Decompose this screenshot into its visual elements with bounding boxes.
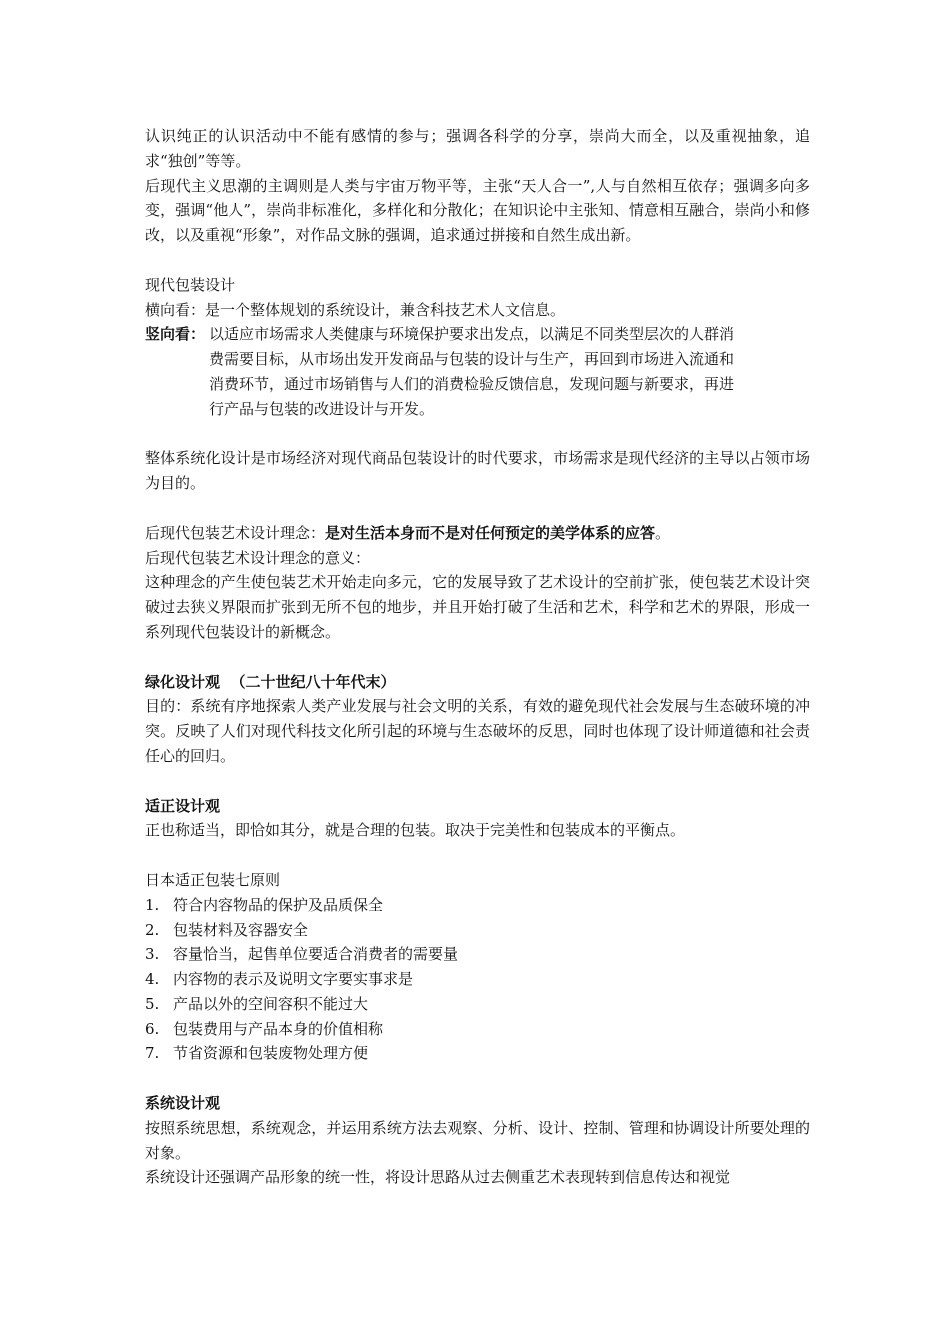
list-item-number: 1. — [145, 895, 160, 914]
list-item-text: 容量恰当，起售单位要适合消费者的需要量 — [173, 945, 459, 964]
heading-proper-design: 适正设计观 — [145, 796, 221, 815]
vertical-view-line: 消费环节，通过市场销售与人们的消费检验反馈信息，发现问题与新要求，再进 — [209, 374, 735, 393]
list-item — [145, 942, 810, 967]
spacer — [145, 843, 810, 868]
list-item-text: 内容物的表示及说明文字要实事求是 — [173, 970, 414, 989]
list-item-number: 7. — [145, 1044, 160, 1063]
paragraph-postmodern-meaning: 这种理念的产生使包装艺术开始走向多元，它的发展导致了艺术设计的空前扩张，使包装艺术设计突破过去狭义界限而扩张到无所不包的地步，并且开始打破了生活和艺术，科学和艺术的界限，形成一系列现代包装设计的新概念。 — [145, 573, 810, 641]
heading-modern-packaging: 现代包装设计 — [145, 275, 236, 294]
paragraph-green-design: 目的：系统有序地探索人类产业发展与社会文明的关系，有效的避免现代社会发展与生态破环境的冲突。反映了人们对现代科技文化所引起的环境与生态破坏的反思，同时也体现了设计师道德和社会责任心的回归。 — [145, 697, 810, 765]
document-page — [145, 124, 810, 1190]
heading-japan-principles: 日本适正包装七原则 — [145, 870, 281, 889]
postmodern-concept-emphasis: 是对生活本身而不是对任何预定的美学体系的应答 — [325, 523, 656, 542]
vertical-view-label: 竖向看： — [145, 325, 206, 344]
heading-green-design: 绿化设计观 （二十世纪八十年代末） — [145, 672, 396, 691]
paragraph-modernism-recap: 认识纯正的认识活动中不能有感情的参与；强调各科学的分享，崇尚大而全，以及重视抽象，追求“独创”等等。 — [145, 127, 810, 170]
list-item-text: 包装费用与产品本身的价值相称 — [173, 1019, 384, 1038]
list-item-number: 4. — [145, 970, 160, 989]
spacer — [145, 1066, 810, 1091]
list-item — [145, 967, 810, 992]
paragraph-system-design-1: 按照系统思想，系统观念，并运用系统方法去观察、分析、设计、控制、管理和协调设计所要处理的对象。 — [145, 1118, 810, 1162]
paragraph-holistic-design: 整体系统化设计是市场经济对现代商品包装设计的时代要求，市场需求是现代经济的主导以占领市场为目的。 — [145, 449, 810, 493]
spacer — [145, 248, 810, 273]
vertical-view-block — [145, 322, 810, 421]
list-item — [145, 992, 810, 1017]
list-item-number: 3. — [145, 945, 160, 964]
paragraph-proper-design: 正也称适当，即恰如其分，就是合理的包装。取决于完美性和包装成本的平衡点。 — [145, 821, 686, 840]
list-item-text: 包装材料及容器安全 — [173, 920, 309, 939]
list-item — [145, 1017, 810, 1042]
heading-postmodern-meaning: 后现代包装艺术设计理念的意义： — [145, 548, 371, 567]
list-item-text: 产品以外的空间容积不能过大 — [173, 994, 369, 1013]
vertical-view-text — [205, 322, 810, 421]
list-item-number: 6. — [145, 1019, 160, 1038]
list-item — [145, 918, 810, 943]
vertical-view-line: 以适应市场需求人类健康与环境保护要求出发点，以满足不同类型层次的人群消 — [209, 325, 735, 344]
list-item-text: 节省资源和包装废物处理方便 — [173, 1044, 369, 1063]
list-item — [145, 1041, 810, 1066]
list-item-number: 2. — [145, 920, 160, 939]
principles-list — [145, 893, 810, 1067]
list-item — [145, 893, 810, 918]
paragraph-postmodernism: 后现代主义思潮的主调则是人类与宇宙万物平等，主张“天人合一”,人与自然相互依存；强调多向多变，强调“他人”，崇尚非标准化，多样化和分散化；在知识论中主张知、情意相互融合，崇尚小和修改，以及重视“形象”，对作品文脉的强调，追求通过拼接和自然生成出新。 — [145, 176, 810, 245]
paragraph-horizontal-view: 横向看：是一个整体规划的系统设计，兼含科技艺术人文信息。 — [145, 300, 566, 319]
vertical-view-line: 行产品与包装的改进设计与开发。 — [209, 399, 435, 418]
postmodern-concept-label: 后现代包装艺术设计理念： — [145, 523, 326, 542]
list-item-number: 5. — [145, 994, 160, 1013]
vertical-view-line: 费需要目标，从市场出发开发商品与包装的设计与生产，再回到市场进入流通和 — [209, 350, 735, 369]
heading-system-design: 系统设计观 — [145, 1094, 221, 1113]
spacer — [145, 496, 810, 521]
paragraph-system-design-2: 系统设计还强调产品形象的统一性，将设计思路从过去侧重艺术表现转到信息传达和视觉 — [145, 1168, 731, 1187]
postmodern-concept-end: 。 — [655, 523, 671, 542]
paragraph-postmodern-concept — [145, 521, 810, 546]
list-item-text: 符合内容物品的保护及品质保全 — [173, 895, 384, 914]
spacer — [145, 769, 810, 794]
spacer — [145, 422, 810, 447]
spacer — [145, 645, 810, 670]
